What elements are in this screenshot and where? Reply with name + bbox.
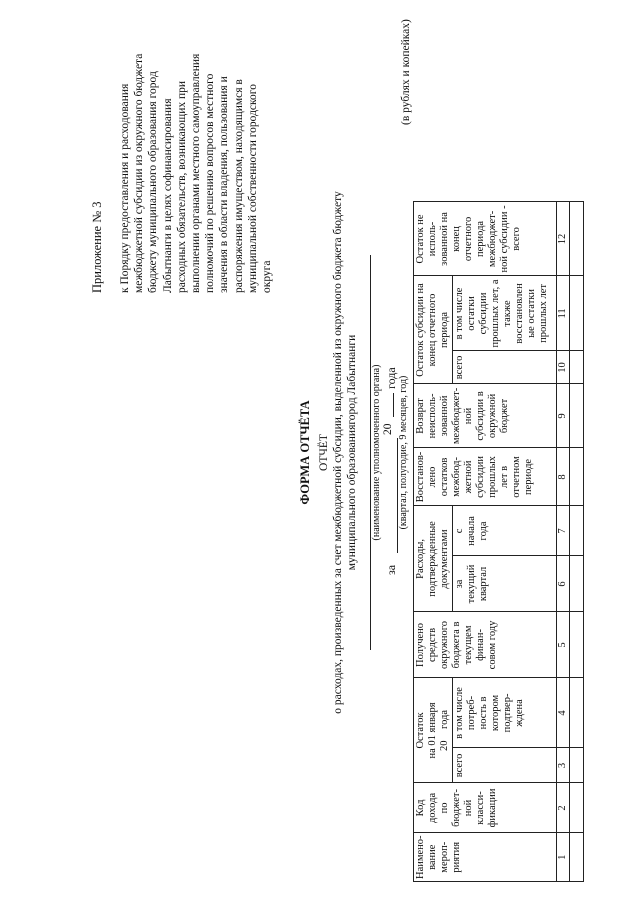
appendix-line: расходных обязательств, возникающих при: [175, 80, 188, 293]
column-number: 10: [557, 351, 570, 384]
column-number: 9: [557, 384, 570, 448]
header-exp-year: с начала года: [453, 506, 557, 556]
header-end-all: всего: [453, 351, 557, 384]
header-restored: Восстанов- лено остатков межбюд- жетной субсидии прошлых лет в отчетном периоде: [414, 448, 557, 506]
appendix-line: бюджету муниципального образования город: [147, 71, 160, 293]
header-code: Код дохода по бюджет- ной класси- фикации: [414, 783, 557, 833]
header-expenses: Расходы, подтвержденные документами: [414, 506, 453, 612]
header-exp-quarter: за текущий квартал: [453, 556, 557, 612]
appendix-title: Приложение № 3: [90, 201, 104, 293]
header-unused: Остаток не исполь- зованной на конец отчетного периода межбюджет- ной субсидии - всего: [414, 202, 557, 276]
report-table: [413, 201, 584, 882]
appendix-line: полномочий по решению вопросов местного: [204, 73, 217, 293]
appendix-line: Лабытнанги в целях софинансирования: [161, 98, 174, 293]
column-number: 7: [557, 506, 570, 556]
column-number: 4: [557, 678, 570, 748]
table-row: [570, 202, 584, 882]
form-title: ФОРМА ОТЧЁТА: [298, 400, 312, 505]
appendix-line: межбюджетной субсидии из окружного бюджета: [133, 53, 146, 293]
period-year-word: года: [384, 367, 398, 389]
appendix-line: округа: [261, 260, 274, 293]
header-name: Наимено- вание мероп- риятия: [414, 833, 557, 882]
units-label: (в рублях и копейках): [400, 19, 412, 125]
appendix-line: значения в области владения, пользования и: [218, 76, 231, 293]
column-number: 1: [557, 833, 570, 882]
header-end-incl: в том числе остатки субсидии прошлых лет, а также восстановлен ые остатки прошлых лет: [453, 276, 557, 351]
header-received: Получено средств окружного бюджета в текущем финан- совом году: [414, 612, 557, 678]
column-number: 12: [557, 202, 570, 276]
report-title: ОТЧЁТ: [318, 434, 330, 471]
header-returned: Возврат неисполь- зованной межбюджет- ной субсидии в окружной бюджет: [414, 384, 557, 448]
column-number: 2: [557, 783, 570, 833]
column-numbers-row: [557, 202, 570, 882]
header-end-balance: Остаток субсидии на конец отчетного периода: [414, 276, 453, 384]
header-start-incl: в том числе потреб- ность в котором подтвер- ждена: [453, 678, 557, 748]
appendix-text: [118, 23, 274, 293]
appendix-line: муниципальной собственности городского: [246, 84, 259, 293]
column-number: 8: [557, 448, 570, 506]
column-number: 3: [557, 748, 570, 783]
org-caption: (наименование уполномоченного органа): [371, 364, 382, 541]
header-start-balance: Остаток на 01 января 20года: [414, 678, 453, 783]
column-number: 5: [557, 612, 570, 678]
period-year-blank: [393, 393, 394, 417]
period-za-label: за: [384, 564, 398, 575]
appendix-line: к Порядку предоставления и расходования: [119, 83, 131, 293]
appendix-line: выполнении органами местного самоуправления: [190, 53, 203, 293]
report-subtitle-line2: муниципального образованиягород Лабытнанги: [346, 334, 358, 571]
report-subtitle-line1: о расходах, произведенных за счет межбюджетной субсидии, выделенной из окружного бюджета бюджету: [332, 191, 344, 714]
header-start-all: всего: [453, 748, 557, 783]
column-number: 6: [557, 556, 570, 612]
period-caption: (квартал, полугодие, 9 месяцев, год): [398, 375, 409, 530]
period-year-prefix: 20: [382, 423, 394, 435]
appendix-line: распоряжения имуществом, находящимся в: [232, 79, 245, 293]
column-number: 11: [557, 276, 570, 351]
